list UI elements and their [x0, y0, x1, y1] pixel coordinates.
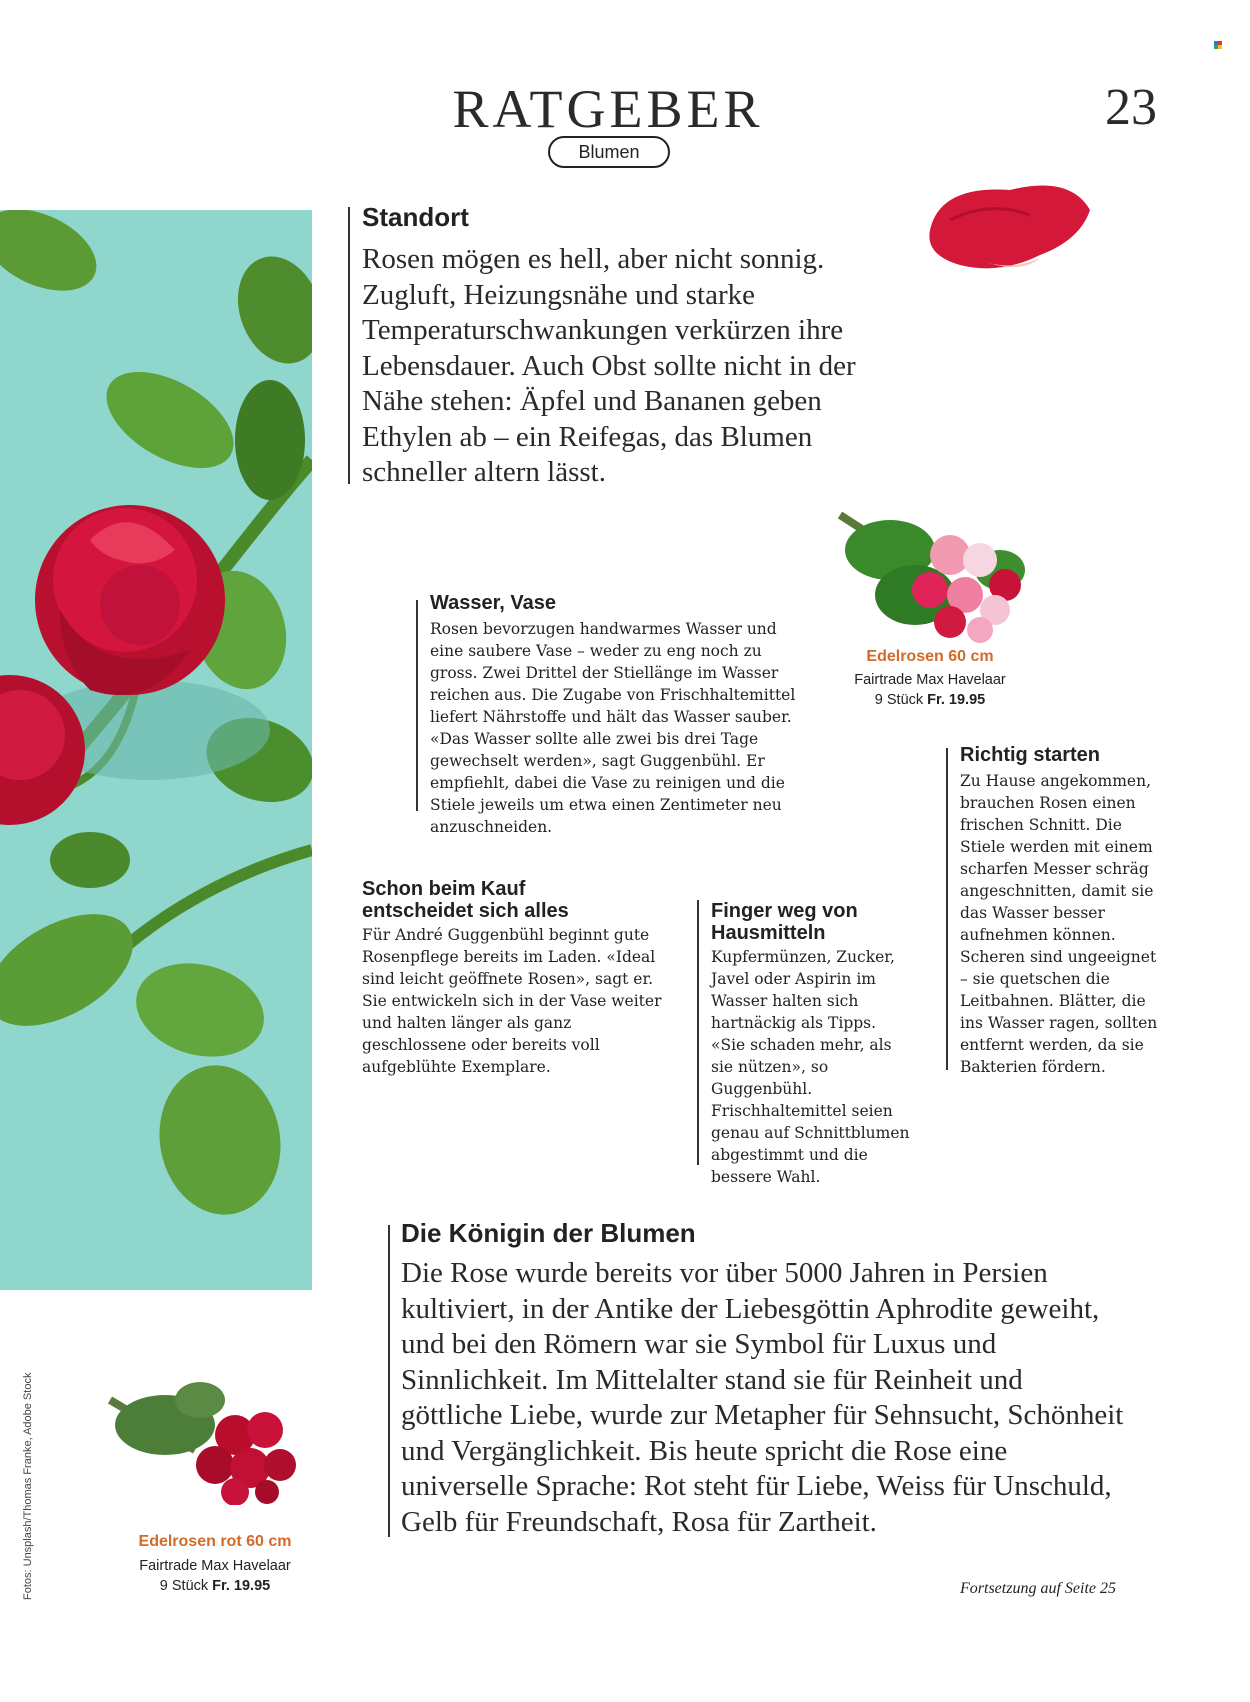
kauf-heading — [362, 878, 569, 922]
wasser-body: Rosen bevorzugen handwarmes Wasser und eine saubere Vase – weder zu eng noch zu gross. Zwei Drittel der Stiellänge im Wasser reichen aus. Die Zugabe von Frischhaltemittel liefert Nährstoffe und hält das Wasser sauber. «Das Wasser sollte alle zwei bis drei Tage gewechselt werden», sagt Guggenbühl. Er empfiehlt, dabei die Vase zu reinigen und die Stiele jeweils um etwa einen Zentimeter neu anzuschneiden. — [430, 620, 796, 836]
koenigin-heading: Die Königin der Blumen — [401, 1218, 696, 1248]
divider — [946, 748, 948, 1070]
continuation-note: Fortsetzung auf Seite 25 — [960, 1580, 1116, 1597]
product-qty: 9 Stück — [874, 692, 924, 708]
corner-mark-icon — [1214, 34, 1222, 42]
wasser-heading: Wasser, Vase — [430, 592, 557, 614]
page-number: 23 — [1105, 79, 1157, 136]
category-tag: Blumen — [548, 136, 670, 168]
kauf-heading-line2: entscheidet sich alles — [362, 900, 569, 922]
standort-heading: Standort — [362, 202, 469, 232]
section-title: RATGEBER — [452, 79, 764, 139]
product-name: Edelrosen 60 cm — [866, 648, 994, 665]
product-qty: 9 Stück — [159, 1578, 209, 1594]
product-name: Edelrosen rot 60 cm — [138, 1533, 292, 1550]
divider — [416, 600, 418, 811]
starten-body: Zu Hause angekommen, brauchen Rosen einen frischen Schnitt. Die Stiele werden mit einem scharfen Messer schräg angeschnitten, damit sie das Wasser besser aufnehmen können. Scheren sind ungeeignet – sie quetschen die Leitbahnen. Blätter, die ins Wasser ragen, sollten entfernt werden, da sie Bakterien fördern. — [960, 772, 1158, 1076]
finger-heading — [711, 900, 858, 944]
bouquet-image-mixed — [830, 500, 1030, 649]
product-qty-price — [100, 1576, 330, 1596]
standort-body: Rosen mögen es hell, aber nicht sonnig. Zugluft, Heizungsnähe und starke Temperaturschwankungen verkürzen ihre Lebensdauer. Auch Obst sollte nicht in der Nähe stehen: Äpfel und Bananen geben Ethylen ab – ein Reifegas, das Blumen schneller altern lässt. — [362, 243, 856, 488]
photo-credit: Fotos: Unsplash/Thomas Franke, Adobe Stock — [22, 1372, 34, 1600]
product-label: Fairtrade Max Havelaar — [139, 1558, 291, 1574]
koenigin-body: Die Rose wurde bereits vor über 5000 Jahren in Persien kultiviert, in der Antike der Liebesgöttin Aphrodite geweiht, und bei den Römern war sie Symbol für Luxus und Sinnlichkeit. Im Mittelalter stand sie für Reinheit und göttliche Liebe, wurde zur Metapher für Sehnsucht, Schönheit und Vergänglichkeit. Bis heute spricht die Rose eine universelle Sprache: Rot steht für Liebe, Weiss für Unschuld, Gelb für Freundschaft, Rosa für Zartheit. — [401, 1257, 1124, 1538]
divider — [388, 1225, 390, 1537]
starten-heading: Richtig starten — [960, 744, 1101, 766]
product-price: Fr. 19.95 — [927, 692, 986, 708]
finger-heading-line2: Hausmitteln — [711, 922, 826, 944]
product-label: Fairtrade Max Havelaar — [854, 672, 1006, 688]
kauf-body: Für André Guggenbühl beginnt gute Rosenpflege bereits im Laden. «Ideal sind leicht geöffnete Rosen», sagt er. Sie entwickeln sich in der Vase weiter und halten länger als ganz geschlossene oder bereits voll aufgeblühte Exemplare. — [362, 926, 662, 1076]
product-qty-price — [830, 690, 1030, 710]
bouquet-image-red — [105, 1380, 300, 1509]
kauf-heading-line1: Schon beim Kauf — [362, 878, 526, 900]
rose-photo — [0, 210, 312, 1290]
product-price: Fr. 19.95 — [212, 1578, 271, 1594]
divider — [697, 900, 699, 1165]
divider — [348, 207, 350, 484]
finger-heading-line1: Finger weg von — [711, 900, 858, 922]
rose-petal-image — [920, 180, 1100, 284]
finger-body: Kupfermünzen, Zucker, Javel oder Aspirin im Wasser halten sich hartnäckig als Tipps. «Sie schaden mehr, als sie nützen», so Guggenbühl. Frischhaltemittel seien genau auf Schnittblumen abgestimmt und die bessere Wahl. — [711, 948, 910, 1186]
